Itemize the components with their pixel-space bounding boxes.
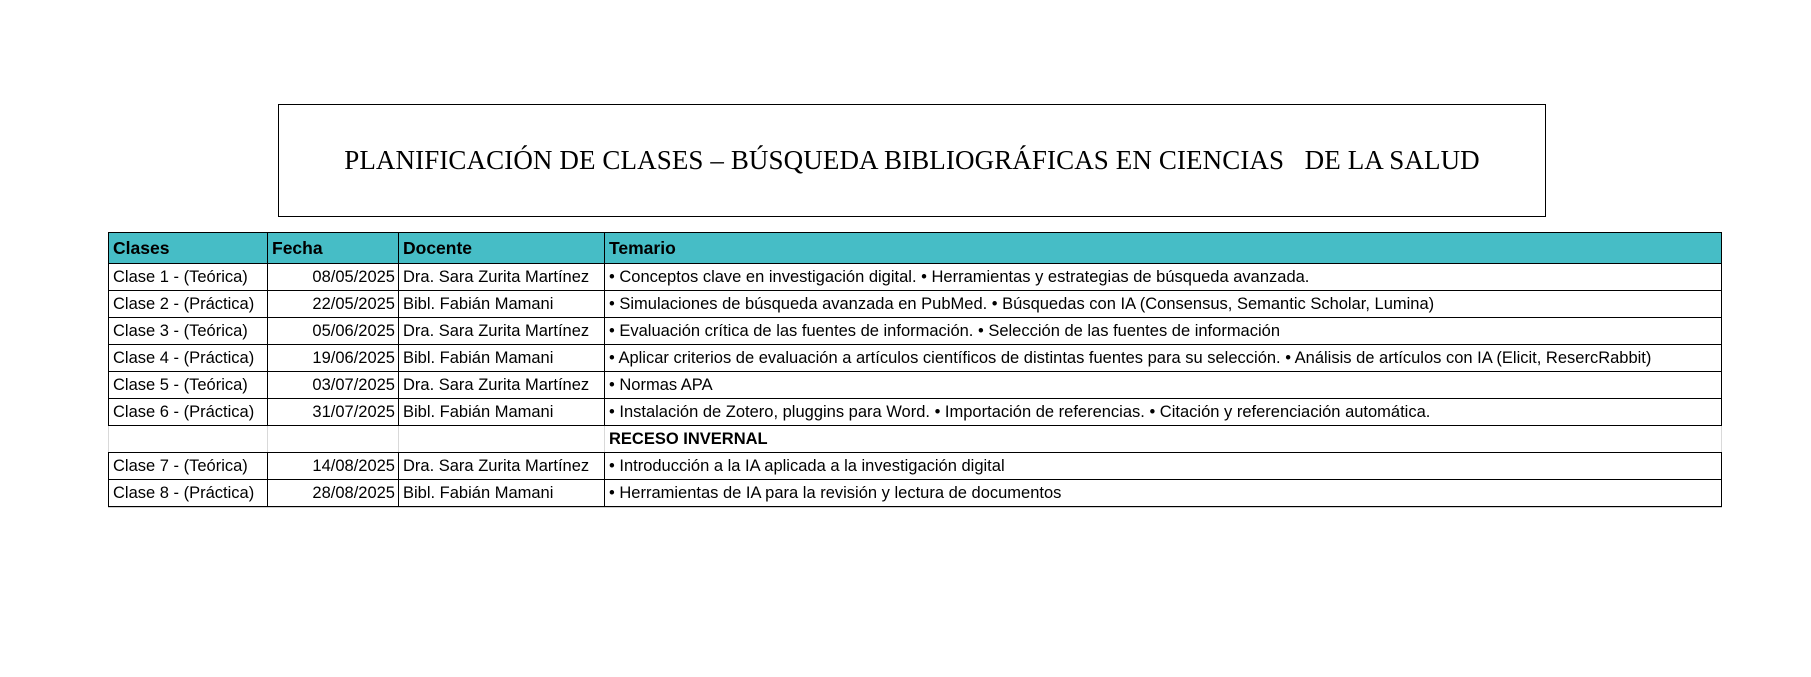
cell-clase: Clase 6 - (Práctica) — [109, 399, 268, 426]
header-clases: Clases — [109, 233, 268, 264]
cell-temario: • Aplicar criterios de evaluación a artículos científicos de distintas fuentes para su selección. • Análisis de artículos con IA (Elicit, ResercRabbit) — [605, 345, 1722, 372]
cell-fecha: 19/06/2025 — [268, 345, 399, 372]
cell-temario: • Conceptos clave en investigación digital. • Herramientas y estrategias de búsqueda avanzada. — [605, 264, 1722, 291]
title-box — [278, 104, 1546, 217]
table-row — [109, 345, 1722, 372]
cell-empty — [399, 426, 605, 453]
recess-row — [109, 426, 1722, 453]
cell-docente: Dra. Sara Zurita Martínez — [399, 264, 605, 291]
cell-temario: • Instalación de Zotero, pluggins para Word. • Importación de referencias. • Citación y referenciación automática. — [605, 399, 1722, 426]
cell-fecha: 31/07/2025 — [268, 399, 399, 426]
table-row — [109, 264, 1722, 291]
cell-fecha: 08/05/2025 — [268, 264, 399, 291]
cell-fecha: 14/08/2025 — [268, 453, 399, 480]
table-row — [109, 453, 1722, 480]
cell-temario: • Herramientas de IA para la revisión y lectura de documentos — [605, 480, 1722, 507]
header-fecha: Fecha — [268, 233, 399, 264]
cell-temario: • Normas APA — [605, 372, 1722, 399]
cell-temario: • Introducción a la IA aplicada a la investigación digital — [605, 453, 1722, 480]
cell-empty — [109, 426, 268, 453]
cell-fecha: 28/08/2025 — [268, 480, 399, 507]
cell-temario: • Simulaciones de búsqueda avanzada en PubMed. • Búsquedas con IA (Consensus, Semantic Scholar, Lumina) — [605, 291, 1722, 318]
cell-docente: Dra. Sara Zurita Martínez — [399, 318, 605, 345]
cell-empty — [268, 426, 399, 453]
header-docente: Docente — [399, 233, 605, 264]
cell-docente: Bibl. Fabián Mamani — [399, 345, 605, 372]
header-temario: Temario — [605, 233, 1722, 264]
table-row — [109, 480, 1722, 507]
cell-docente: Bibl. Fabián Mamani — [399, 291, 605, 318]
recess-label: RECESO INVERNAL — [605, 426, 1722, 453]
cell-fecha: 05/06/2025 — [268, 318, 399, 345]
class-schedule-table — [108, 232, 1722, 507]
cell-clase: Clase 8 - (Práctica) — [109, 480, 268, 507]
cell-docente: Dra. Sara Zurita Martínez — [399, 372, 605, 399]
table-row — [109, 399, 1722, 426]
cell-clase: Clase 1 - (Teórica) — [109, 264, 268, 291]
cell-clase: Clase 7 - (Teórica) — [109, 453, 268, 480]
table-header-row — [109, 233, 1722, 264]
page-title: PLANIFICACIÓN DE CLASES – BÚSQUEDA BIBLIOGRÁFICAS EN CIENCIAS DE LA SALUD — [344, 145, 1480, 175]
cell-clase: Clase 3 - (Teórica) — [109, 318, 268, 345]
cell-docente: Dra. Sara Zurita Martínez — [399, 453, 605, 480]
cell-fecha: 22/05/2025 — [268, 291, 399, 318]
cell-clase: Clase 4 - (Práctica) — [109, 345, 268, 372]
cell-docente: Bibl. Fabián Mamani — [399, 480, 605, 507]
cell-clase: Clase 5 - (Teórica) — [109, 372, 268, 399]
cell-fecha: 03/07/2025 — [268, 372, 399, 399]
cell-docente: Bibl. Fabián Mamani — [399, 399, 605, 426]
cell-clase: Clase 2 - (Práctica) — [109, 291, 268, 318]
cell-temario: • Evaluación crítica de las fuentes de información. • Selección de las fuentes de información — [605, 318, 1722, 345]
table-row — [109, 372, 1722, 399]
table-row — [109, 291, 1722, 318]
table-row — [109, 318, 1722, 345]
